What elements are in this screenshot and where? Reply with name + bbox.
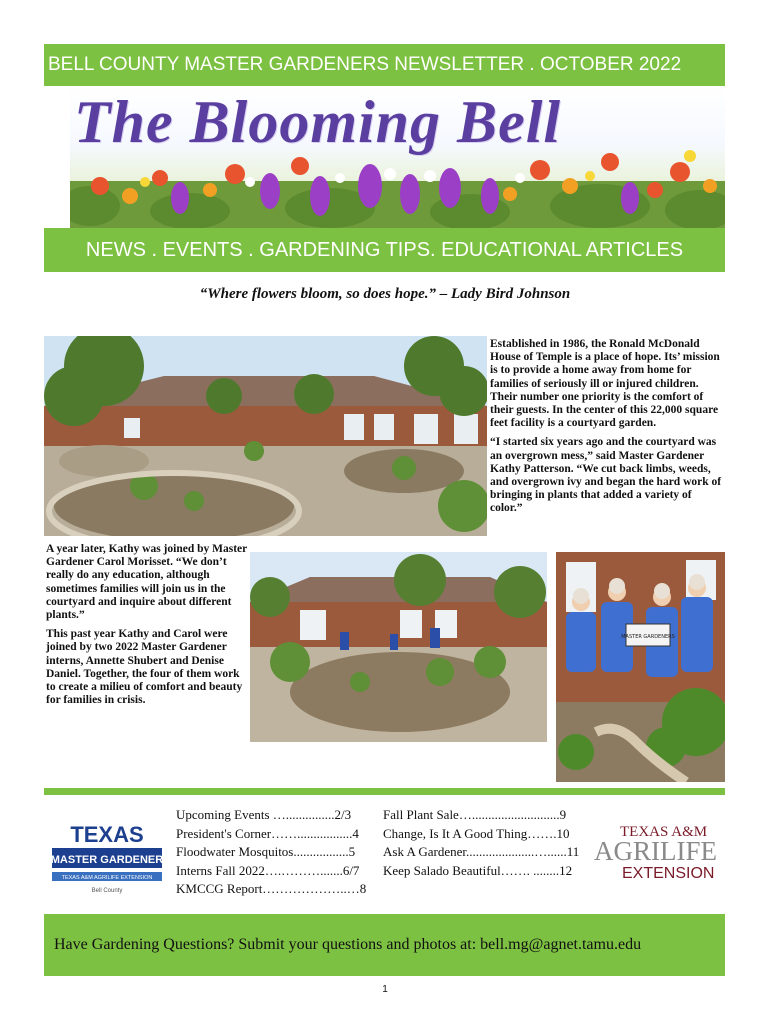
page-number: 1 [382, 984, 388, 995]
toc-right-column [383, 806, 588, 880]
article-paragraph: A year later, Kathy was joined by Master Gardener Carol Morisset. “We don’t really do any education, although sometimes families will join us in the courtyard and inquire about different plants.” [46, 543, 248, 622]
logo-mg-line3: TEXAS A&M AGRILIFE EXTENSION [61, 875, 153, 881]
toc-entry[interactable]: Interns Fall 2022….……….......6/7 [176, 862, 360, 878]
toc-entry[interactable]: Upcoming Events …...............2/3 [176, 807, 352, 822]
newsletter-header-text: BELL COUNTY MASTER GARDENERS NEWSLETTER . OCTOBER 2022 [48, 54, 682, 75]
article-paragraph: “I started six years ago and the courtyard was an overgrown mess,” said Master Gardener Kathy Patterson. “We cut back limbs, weeds, and overgrown ivy and began the hard work of bringing in plants that added a variety of color.” [490, 436, 722, 515]
toc-entry[interactable]: Floodwater Mosquitos.................5 [176, 844, 356, 859]
toc-entry[interactable]: President's Corner…….................4 [176, 825, 359, 841]
logo-mg-line2: MASTER GARDENER [50, 854, 164, 866]
newsletter-header-band [44, 44, 725, 86]
toc-entry[interactable]: Ask A Gardener.....................…......11 [383, 844, 580, 859]
courtyard-panorama-photo [44, 336, 487, 536]
texas-am-agrilife-extension-logo [590, 822, 726, 880]
toc-entry[interactable]: Change, Is It A Good Thing…….10 [383, 825, 570, 841]
toc-entry[interactable]: Fall Plant Sale…...........................9 [383, 807, 567, 822]
lady-bird-quote: “Where flowers bloom, so does hope.” – Lady Bird Johnson [199, 286, 571, 302]
logo-ag-line2: AGRILIFE [594, 836, 717, 866]
questions-band [44, 914, 725, 976]
article-paragraph: Established in 1986, the Ronald McDonald House of Temple is a place of hope. Its’ mission is to provide a home away from home for families of seriously ill or injured children. Their number one priority is the comfort of their guests. In the center of this 22,000 square feet facility is a courtyard garden. [490, 338, 720, 430]
texas-master-gardener-logo [48, 820, 166, 898]
logo-ag-line3: EXTENSION [622, 865, 715, 880]
masthead-title: The Blooming Bell [74, 89, 562, 155]
article-right-column [490, 338, 726, 522]
article-left-column [46, 543, 250, 713]
questions-text: Have Gardening Questions? Submit your questions and photos at: bell.mg@agnet.tamu.edu [54, 936, 642, 953]
garden-sign-text: MASTER GARDENERS [621, 634, 675, 640]
gardeners-working-photo [250, 552, 547, 742]
toc-entry[interactable]: Keep Salado Beautiful……. ........12 [383, 862, 573, 878]
toc-left-column [176, 806, 376, 899]
four-gardeners-photo [556, 552, 725, 782]
logo-mg-line4: Bell County [91, 888, 123, 894]
logo-mg-line1: TEXAS [70, 822, 144, 847]
section-divider [44, 788, 725, 795]
toc-entry[interactable]: KMCCG Report………………..…8 [176, 881, 367, 896]
tagline-band [44, 228, 725, 272]
tagline-text: NEWS . EVENTS . GARDENING TIPS. EDUCATIONAL ARTICLES [85, 239, 684, 261]
logo-ag-line1: TEXAS A&M [620, 824, 708, 840]
masthead-banner [70, 86, 725, 228]
article-paragraph: This past year Kathy and Carol were joined by two 2022 Master Gardener interns, Annette Shubert and Denise Daniel. Together, the four of them work to create a milieu of comfort and beauty for families in crisis. [46, 628, 243, 707]
